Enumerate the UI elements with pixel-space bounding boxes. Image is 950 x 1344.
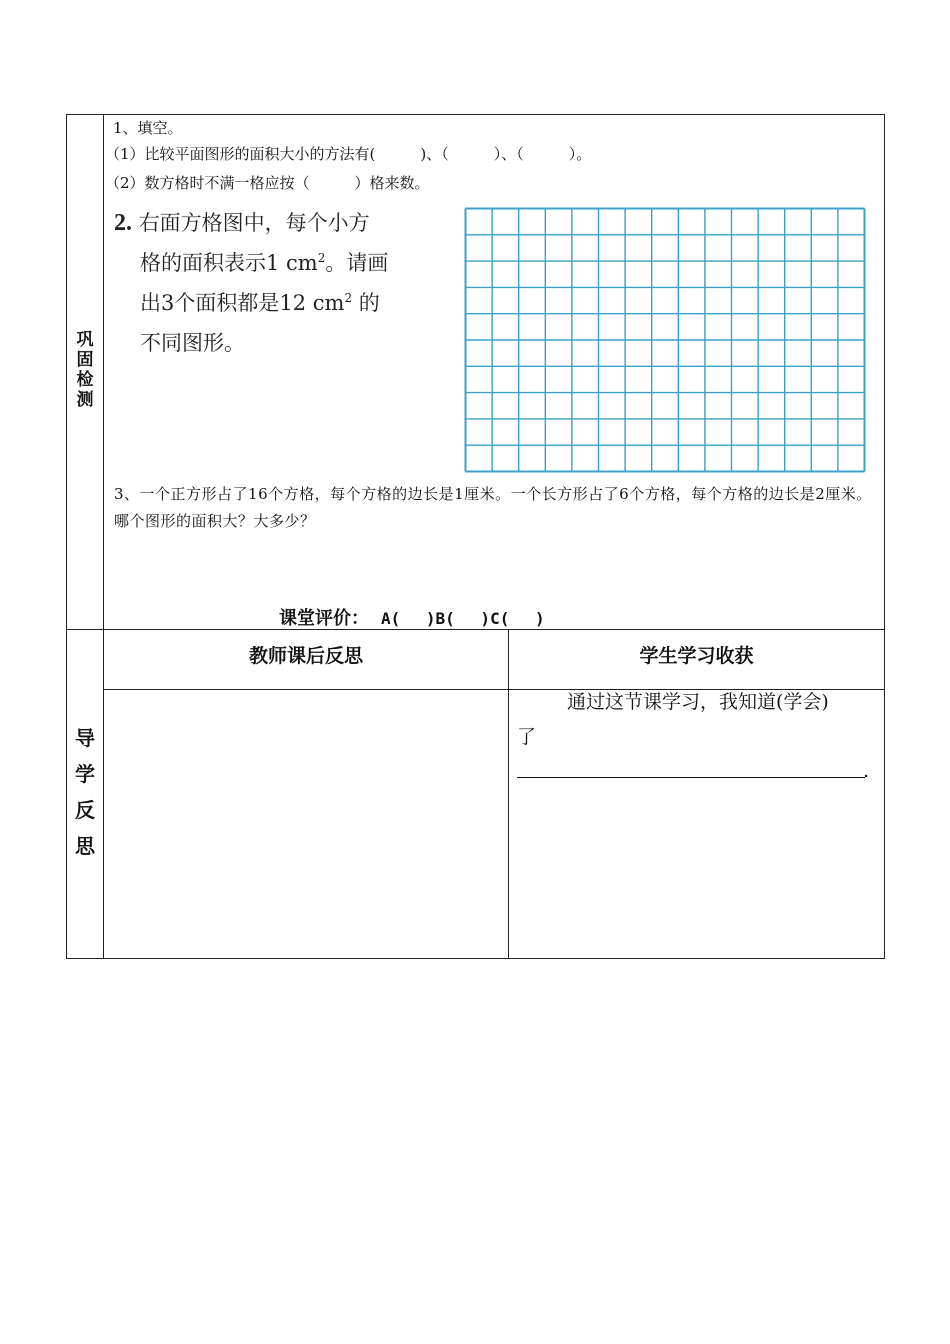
question-2-text: 出3个面积都是12 cm [140,291,345,315]
label-char: 测 [76,390,94,410]
question-2-line-2 [114,243,444,283]
label-char: 反 [75,798,95,822]
label-char: 固 [76,350,94,370]
student-gain-text [517,685,877,755]
label-char: 检 [76,370,94,390]
question-2-text: 的 [352,291,380,315]
label-char: 巩 [76,330,94,350]
superscript: 2 [317,251,326,265]
section-label-consolidation [67,330,103,410]
evaluation-options[interactable]: A( )B( )C( ) [381,609,545,628]
question-2-text: 格的面积表示1 cm [140,251,318,275]
evaluation-label: 课堂评价： [279,608,369,629]
label-char: 导 [75,726,95,750]
question-2-text: 。请画 [325,251,389,275]
label-char: 学 [75,762,95,786]
answer-blank-line[interactable] [517,777,865,778]
student-gain-header: 学生学习收获 [639,645,754,667]
question-2-line-4: 不同图形。 [140,331,245,355]
question-2-number: 2. [114,210,132,236]
teacher-reflection-area[interactable] [104,690,508,958]
student-gain-line-1: 通过这节课学习，我知道(学会) [567,691,829,713]
section-label-reflection [67,720,103,864]
worksheet-table [66,114,885,959]
class-evaluation [279,604,545,630]
teacher-reflection-header: 教师课后反思 [248,645,363,667]
question-2-text: 右面方格图中，每个小方 [138,211,370,235]
question-2-line-3 [114,283,444,323]
end-period: . [863,760,870,782]
square-grid [464,207,866,473]
label-char: 思 [75,834,95,858]
question-1-part-2: （2）数方格时不满一格应按（ ）格来数。 [105,174,430,192]
question-1-title: 1、填空。 [113,119,183,137]
question-2 [114,203,444,363]
question-3: 3、一个正方形占了16个方格，每个方格的边长是1厘米。一个长方形占了6个方格，每个方格的边长是2厘米。哪个图形的面积大？大多少？ [114,485,872,530]
student-gain-line-2: 了 [517,726,537,748]
question-1-part-1: （1）比较平面图形的面积大小的方法有( )、（ ）、（ ）。 [105,145,592,163]
question-2-line-1 [114,203,444,243]
superscript: 2 [344,291,353,305]
reflection-column-divider [508,629,509,958]
